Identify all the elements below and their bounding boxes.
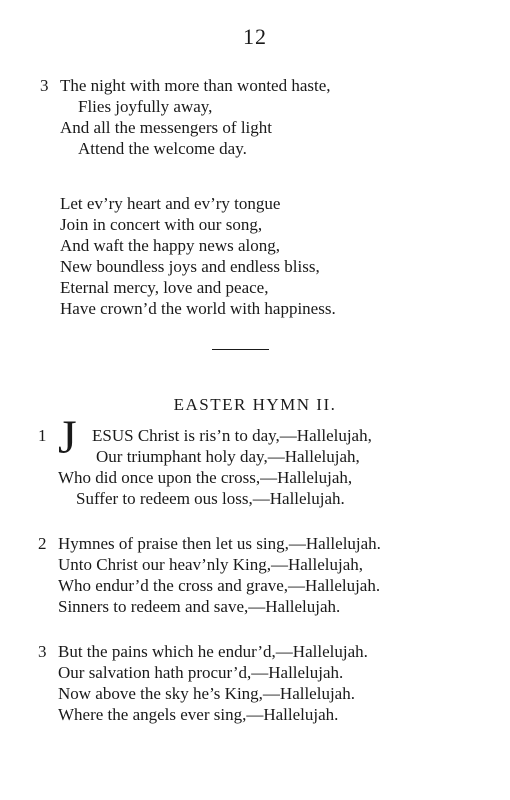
verse-line: The night with more than wonted haste, xyxy=(60,76,331,95)
verse-line: Flies joyfully away, xyxy=(78,97,213,116)
verse-line: Hymnes of praise then let us sing,—Hallelujah. xyxy=(58,534,381,553)
verse-number: 2 xyxy=(38,534,47,553)
verse-line: Our salvation hath procur’d,—Hallelujah. xyxy=(58,663,344,682)
verse-line: Sinners to redeem and save,—Hallelujah. xyxy=(58,597,341,616)
verse-line: Now above the sky he’s King,—Hallelujah. xyxy=(58,684,355,703)
verse-line: Let ev’ry heart and ev’ry tongue xyxy=(60,194,281,213)
verse-line: Who endur’d the cross and grave,—Hallelujah. xyxy=(58,576,381,595)
verse-line: Who did once upon the cross,—Hallelujah, xyxy=(58,468,353,487)
verse-line: But the pains which he endur’d,—Hallelujah. xyxy=(58,642,368,661)
verse-line: Join in concert with our song, xyxy=(60,215,263,234)
verse-line: And waft the happy news along, xyxy=(60,236,281,255)
drop-cap: J xyxy=(58,411,77,464)
section-divider xyxy=(212,349,269,350)
verse-line: New boundless joys and endless bliss, xyxy=(60,257,320,276)
verse-line: Attend the welcome day. xyxy=(78,139,247,158)
verse-line: Eternal mercy, love and peace, xyxy=(60,278,269,297)
verse-line: ESUS Christ is ris’n to day,—Hallelujah, xyxy=(92,426,372,445)
verse-line: Unto Christ our heav’nly King,—Hallelujah, xyxy=(58,555,364,574)
verse-line: Where the angels ever sing,—Hallelujah. xyxy=(58,705,339,724)
verse-number: 1 xyxy=(38,426,47,445)
stanza-number: 3 xyxy=(40,76,49,95)
verse-number: 3 xyxy=(38,642,47,661)
page-number: 12 xyxy=(243,24,267,49)
verse-line: Have crown’d the world with happiness. xyxy=(60,299,336,318)
hymn-title: EASTER HYMN II. xyxy=(173,395,337,414)
verse-line: Our triumphant holy day,—Hallelujah, xyxy=(96,447,360,466)
verse-line: And all the messengers of light xyxy=(60,118,272,137)
verse-line: Suffer to redeem ous loss,—Hallelujah. xyxy=(76,489,345,508)
